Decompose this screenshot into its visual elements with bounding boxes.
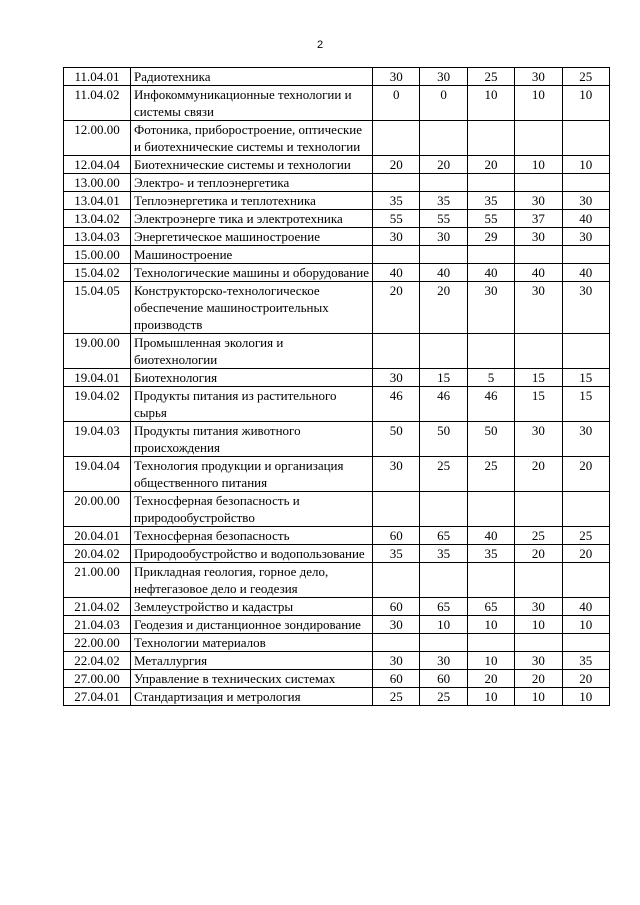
- value-cell: 20: [467, 670, 514, 688]
- value-cell: 35: [562, 652, 609, 670]
- value-cell: 30: [515, 422, 562, 457]
- value-cell: 40: [467, 527, 514, 545]
- value-cell: 30: [515, 598, 562, 616]
- table-row: [64, 210, 610, 228]
- table-row: [64, 598, 610, 616]
- table-row: [64, 228, 610, 246]
- specialty-code-cell: 19.04.02: [64, 387, 131, 422]
- table-row: [64, 369, 610, 387]
- value-cell: 25: [515, 527, 562, 545]
- value-cell: 37: [515, 210, 562, 228]
- value-cell: 10: [467, 688, 514, 706]
- specialty-code-cell: 20.04.02: [64, 545, 131, 563]
- table-row: [64, 527, 610, 545]
- value-cell: 29: [467, 228, 514, 246]
- specialty-name-cell: Технологические машины и оборудование: [131, 264, 373, 282]
- value-cell: 50: [373, 422, 420, 457]
- value-cell: 30: [562, 228, 609, 246]
- value-cell: [373, 121, 420, 156]
- value-cell: 10: [467, 616, 514, 634]
- value-cell: 30: [515, 228, 562, 246]
- specialty-name-cell: Энергетическое машиностроение: [131, 228, 373, 246]
- value-cell: 15: [562, 387, 609, 422]
- value-cell: 20: [562, 670, 609, 688]
- value-cell: 15: [562, 369, 609, 387]
- specialty-code-cell: 21.00.00: [64, 563, 131, 598]
- value-cell: [515, 492, 562, 527]
- value-cell: 40: [562, 210, 609, 228]
- value-cell: 65: [420, 598, 467, 616]
- value-cell: [373, 174, 420, 192]
- value-cell: [420, 121, 467, 156]
- specialty-name-cell: Конструкторско-технологическое обеспечение машиностроительных производств: [131, 282, 373, 334]
- value-cell: 30: [373, 616, 420, 634]
- specialty-code-cell: 13.04.03: [64, 228, 131, 246]
- value-cell: [515, 121, 562, 156]
- value-cell: 30: [373, 652, 420, 670]
- value-cell: [373, 634, 420, 652]
- specialty-code-cell: 19.04.03: [64, 422, 131, 457]
- value-cell: 25: [467, 457, 514, 492]
- specialty-code-cell: 12.04.04: [64, 156, 131, 174]
- value-cell: 10: [562, 616, 609, 634]
- table-row: [64, 634, 610, 652]
- specialty-name-cell: Металлургия: [131, 652, 373, 670]
- value-cell: [562, 563, 609, 598]
- table-row: [64, 246, 610, 264]
- value-cell: [420, 334, 467, 369]
- value-cell: [373, 246, 420, 264]
- value-cell: 40: [515, 264, 562, 282]
- table-row: [64, 492, 610, 527]
- value-cell: [373, 492, 420, 527]
- value-cell: [515, 246, 562, 264]
- table-row: [64, 545, 610, 563]
- value-cell: [420, 563, 467, 598]
- table-row: [64, 616, 610, 634]
- value-cell: 0: [373, 86, 420, 121]
- value-cell: 30: [420, 68, 467, 86]
- value-cell: [515, 334, 562, 369]
- specialty-name-cell: Продукты питания из растительного сырья: [131, 387, 373, 422]
- value-cell: 10: [515, 86, 562, 121]
- value-cell: [562, 246, 609, 264]
- value-cell: [562, 634, 609, 652]
- value-cell: 20: [515, 670, 562, 688]
- value-cell: 30: [373, 228, 420, 246]
- specialty-name-cell: Природообустройство и водопользование: [131, 545, 373, 563]
- table-body: [64, 68, 610, 706]
- value-cell: 10: [515, 156, 562, 174]
- specialty-code-cell: 13.04.01: [64, 192, 131, 210]
- specialty-name-cell: Техносферная безопасность и природообустройство: [131, 492, 373, 527]
- value-cell: 20: [515, 545, 562, 563]
- value-cell: 30: [515, 652, 562, 670]
- specialty-code-cell: 21.04.03: [64, 616, 131, 634]
- table-row: [64, 563, 610, 598]
- value-cell: 35: [420, 192, 467, 210]
- value-cell: [467, 121, 514, 156]
- value-cell: 40: [562, 598, 609, 616]
- value-cell: [373, 334, 420, 369]
- table-row: [64, 334, 610, 369]
- value-cell: 30: [562, 422, 609, 457]
- specialty-name-cell: Электро- и теплоэнергетика: [131, 174, 373, 192]
- table-row: [64, 422, 610, 457]
- value-cell: [467, 492, 514, 527]
- value-cell: 20: [562, 457, 609, 492]
- value-cell: 5: [467, 369, 514, 387]
- value-cell: 25: [562, 527, 609, 545]
- specialties-table: [63, 67, 610, 706]
- value-cell: 25: [373, 688, 420, 706]
- specialty-name-cell: Промышленная экология и биотехнологии: [131, 334, 373, 369]
- table-row: [64, 387, 610, 422]
- specialty-name-cell: Инфокоммуникационные технологии и системы связи: [131, 86, 373, 121]
- value-cell: 40: [373, 264, 420, 282]
- table-row: [64, 192, 610, 210]
- specialty-code-cell: 22.00.00: [64, 634, 131, 652]
- specialty-name-cell: Управление в технических системах: [131, 670, 373, 688]
- value-cell: 30: [515, 282, 562, 334]
- specialty-name-cell: Геодезия и дистанционное зондирование: [131, 616, 373, 634]
- value-cell: 65: [420, 527, 467, 545]
- value-cell: 10: [562, 86, 609, 121]
- value-cell: [562, 121, 609, 156]
- value-cell: 30: [420, 652, 467, 670]
- value-cell: 15: [515, 369, 562, 387]
- specialty-code-cell: 20.00.00: [64, 492, 131, 527]
- value-cell: 60: [373, 527, 420, 545]
- value-cell: [420, 246, 467, 264]
- value-cell: [373, 563, 420, 598]
- value-cell: 20: [562, 545, 609, 563]
- specialty-name-cell: Теплоэнергетика и теплотехника: [131, 192, 373, 210]
- value-cell: 35: [420, 545, 467, 563]
- specialty-name-cell: Стандартизация и метрология: [131, 688, 373, 706]
- page-number: 2: [316, 39, 324, 51]
- specialty-code-cell: 13.04.02: [64, 210, 131, 228]
- table-row: [64, 68, 610, 86]
- specialty-name-cell: Машиностроение: [131, 246, 373, 264]
- value-cell: 46: [420, 387, 467, 422]
- table-row: [64, 86, 610, 121]
- value-cell: 15: [420, 369, 467, 387]
- value-cell: 40: [562, 264, 609, 282]
- value-cell: 30: [515, 68, 562, 86]
- value-cell: 40: [420, 264, 467, 282]
- specialty-code-cell: 19.04.04: [64, 457, 131, 492]
- value-cell: 10: [467, 652, 514, 670]
- value-cell: 25: [562, 68, 609, 86]
- value-cell: 30: [373, 68, 420, 86]
- value-cell: 50: [467, 422, 514, 457]
- value-cell: 46: [467, 387, 514, 422]
- specialty-name-cell: Землеустройство и кадастры: [131, 598, 373, 616]
- value-cell: 60: [373, 670, 420, 688]
- value-cell: 60: [420, 670, 467, 688]
- value-cell: 50: [420, 422, 467, 457]
- specialty-code-cell: 15.04.05: [64, 282, 131, 334]
- value-cell: [420, 492, 467, 527]
- value-cell: 65: [467, 598, 514, 616]
- specialty-name-cell: Биотехнические системы и технологии: [131, 156, 373, 174]
- value-cell: [467, 174, 514, 192]
- value-cell: 25: [420, 688, 467, 706]
- value-cell: [420, 634, 467, 652]
- table-row: [64, 121, 610, 156]
- specialty-name-cell: Техносферная безопасность: [131, 527, 373, 545]
- specialty-name-cell: Технологии материалов: [131, 634, 373, 652]
- specialty-code-cell: 15.00.00: [64, 246, 131, 264]
- value-cell: 30: [562, 282, 609, 334]
- specialty-code-cell: 27.04.01: [64, 688, 131, 706]
- specialty-name-cell: Фотоника, приборостроение, оптические и биотехнические системы и технологии: [131, 121, 373, 156]
- value-cell: 15: [515, 387, 562, 422]
- specialty-code-cell: 13.00.00: [64, 174, 131, 192]
- table-row: [64, 174, 610, 192]
- value-cell: 30: [562, 192, 609, 210]
- value-cell: 25: [467, 68, 514, 86]
- value-cell: 35: [373, 192, 420, 210]
- value-cell: 30: [515, 192, 562, 210]
- value-cell: 10: [515, 688, 562, 706]
- specialty-code-cell: 19.00.00: [64, 334, 131, 369]
- value-cell: 35: [373, 545, 420, 563]
- table-row: [64, 652, 610, 670]
- value-cell: 20: [373, 282, 420, 334]
- value-cell: 20: [420, 156, 467, 174]
- value-cell: [562, 492, 609, 527]
- value-cell: 10: [562, 688, 609, 706]
- value-cell: [562, 334, 609, 369]
- value-cell: [467, 334, 514, 369]
- value-cell: 30: [373, 369, 420, 387]
- value-cell: 25: [420, 457, 467, 492]
- value-cell: [515, 174, 562, 192]
- value-cell: [562, 174, 609, 192]
- value-cell: 35: [467, 192, 514, 210]
- table-row: [64, 264, 610, 282]
- value-cell: 20: [420, 282, 467, 334]
- value-cell: [515, 563, 562, 598]
- specialty-code-cell: 20.04.01: [64, 527, 131, 545]
- value-cell: 55: [373, 210, 420, 228]
- specialty-name-cell: Биотехнология: [131, 369, 373, 387]
- table-row: [64, 688, 610, 706]
- table-row: [64, 156, 610, 174]
- value-cell: 10: [467, 86, 514, 121]
- table-row: [64, 670, 610, 688]
- value-cell: [515, 634, 562, 652]
- specialty-code-cell: 11.04.02: [64, 86, 131, 121]
- table-row: [64, 282, 610, 334]
- value-cell: 30: [373, 457, 420, 492]
- value-cell: 10: [562, 156, 609, 174]
- value-cell: 20: [515, 457, 562, 492]
- value-cell: 20: [373, 156, 420, 174]
- value-cell: 40: [467, 264, 514, 282]
- value-cell: [467, 634, 514, 652]
- table-row: [64, 457, 610, 492]
- specialty-code-cell: 22.04.02: [64, 652, 131, 670]
- value-cell: [467, 563, 514, 598]
- value-cell: 20: [467, 156, 514, 174]
- value-cell: 10: [420, 616, 467, 634]
- specialty-code-cell: 15.04.02: [64, 264, 131, 282]
- specialty-code-cell: 12.00.00: [64, 121, 131, 156]
- value-cell: [420, 174, 467, 192]
- specialty-name-cell: Продукты питания животного происхождения: [131, 422, 373, 457]
- value-cell: 30: [420, 228, 467, 246]
- value-cell: 46: [373, 387, 420, 422]
- specialty-name-cell: Электроэнерге тика и электротехника: [131, 210, 373, 228]
- value-cell: 10: [515, 616, 562, 634]
- specialty-name-cell: Технология продукции и организация общественного питания: [131, 457, 373, 492]
- value-cell: 0: [420, 86, 467, 121]
- specialty-code-cell: 21.04.02: [64, 598, 131, 616]
- value-cell: 55: [420, 210, 467, 228]
- value-cell: 55: [467, 210, 514, 228]
- value-cell: 35: [467, 545, 514, 563]
- specialty-code-cell: 27.00.00: [64, 670, 131, 688]
- specialty-code-cell: 19.04.01: [64, 369, 131, 387]
- specialty-name-cell: Прикладная геология, горное дело, нефтегазовое дело и геодезия: [131, 563, 373, 598]
- value-cell: [467, 246, 514, 264]
- specialty-name-cell: Радиотехника: [131, 68, 373, 86]
- value-cell: 30: [467, 282, 514, 334]
- value-cell: 60: [373, 598, 420, 616]
- specialty-code-cell: 11.04.01: [64, 68, 131, 86]
